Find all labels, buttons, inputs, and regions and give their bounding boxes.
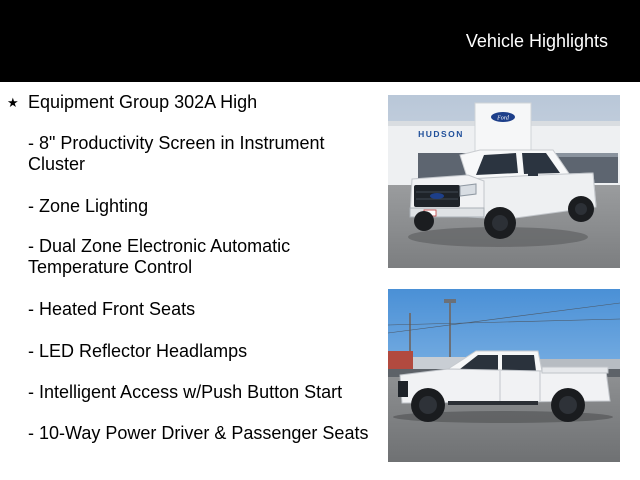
feature-item: - Zone Lighting	[28, 196, 149, 216]
ford-badge: Ford	[497, 115, 509, 122]
header-bar	[0, 0, 640, 82]
feature-item: - 8" Productivity Screen in Instrument Cluster	[28, 133, 325, 174]
truck-side-photo	[388, 289, 620, 462]
dealer-sign: HUDSON	[418, 129, 464, 139]
feature-item: - LED Reflector Headlamps	[28, 341, 248, 361]
feature-item: - Intelligent Access w/Push Button Start	[28, 382, 343, 402]
feature-item: - 10-Way Power Driver & Passenger Seats	[28, 423, 369, 443]
feature-item: - Heated Front Seats	[28, 299, 196, 319]
star-icon: ★	[7, 95, 19, 110]
feature-group-title: Equipment Group 302A High	[28, 92, 258, 112]
feature-item: - Dual Zone Electronic Automatic Temperature Control	[28, 236, 291, 277]
page-title: Vehicle Highlights	[465, 31, 608, 51]
truck-front-photo	[388, 95, 620, 268]
